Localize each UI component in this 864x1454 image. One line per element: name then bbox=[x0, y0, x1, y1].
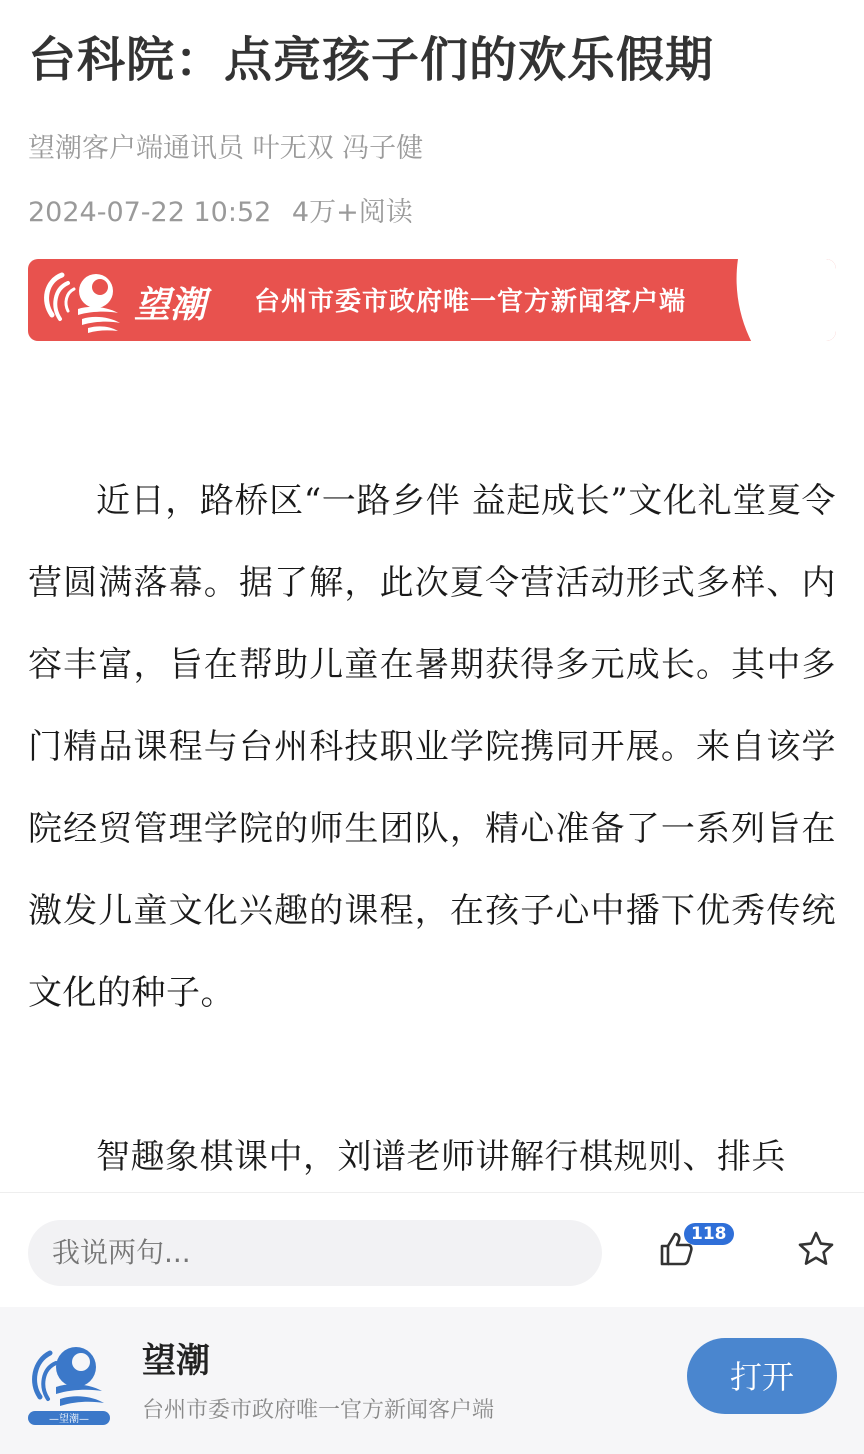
comment-bar bbox=[0, 1192, 864, 1307]
banner-curve-decoration bbox=[705, 259, 836, 341]
article-title: 台科院：点亮孩子们的欢乐假期 bbox=[28, 32, 715, 88]
comment-input[interactable] bbox=[28, 1220, 602, 1286]
banner-brand: 望潮 bbox=[134, 284, 207, 326]
article-byline: 望潮客户端通讯员 叶无双 冯子健 bbox=[28, 133, 424, 164]
read-count: 4万+阅读 bbox=[291, 197, 413, 228]
publish-datetime: 2024-07-22 10:52 bbox=[28, 197, 272, 228]
banner-slogan: 台州市委市政府唯一官方新闻客户端 bbox=[254, 287, 687, 317]
like-count-badge: 118 bbox=[684, 1223, 734, 1245]
article-paragraph: 智趣象棋课中，刘谱老师讲解行棋规则、排兵 bbox=[96, 1137, 786, 1177]
app-description: 台州市委市政府唯一官方新闻客户端 bbox=[142, 1398, 495, 1423]
brand-banner[interactable] bbox=[28, 259, 836, 341]
app-name: 望潮 bbox=[142, 1341, 210, 1381]
app-logo-text: —望潮— bbox=[49, 1414, 89, 1425]
article-paragraph: 近日，路桥区“一路乡伴 益起成长”文化礼堂夏令营圆满落幕。据了解，此次夏令营活动形式多样、内容丰富，旨在帮助儿童在暑期获得多元成长。其中多门精品课程与台州科技职业学院携同开展。来自该学院经贸管理学院的师生团队，精心准备了一系列旨在激发儿童文化兴趣的课程，在孩子心中播下优秀传统文化的种子。 bbox=[28, 481, 836, 1013]
star-icon[interactable] bbox=[796, 1229, 836, 1269]
app-logo-icon bbox=[26, 1337, 112, 1427]
wave-logo-icon bbox=[38, 265, 228, 335]
app-download-bar bbox=[0, 1307, 864, 1454]
open-app-button[interactable]: 打开 bbox=[687, 1338, 837, 1414]
article-meta bbox=[28, 190, 413, 229]
article-body bbox=[28, 460, 836, 1198]
